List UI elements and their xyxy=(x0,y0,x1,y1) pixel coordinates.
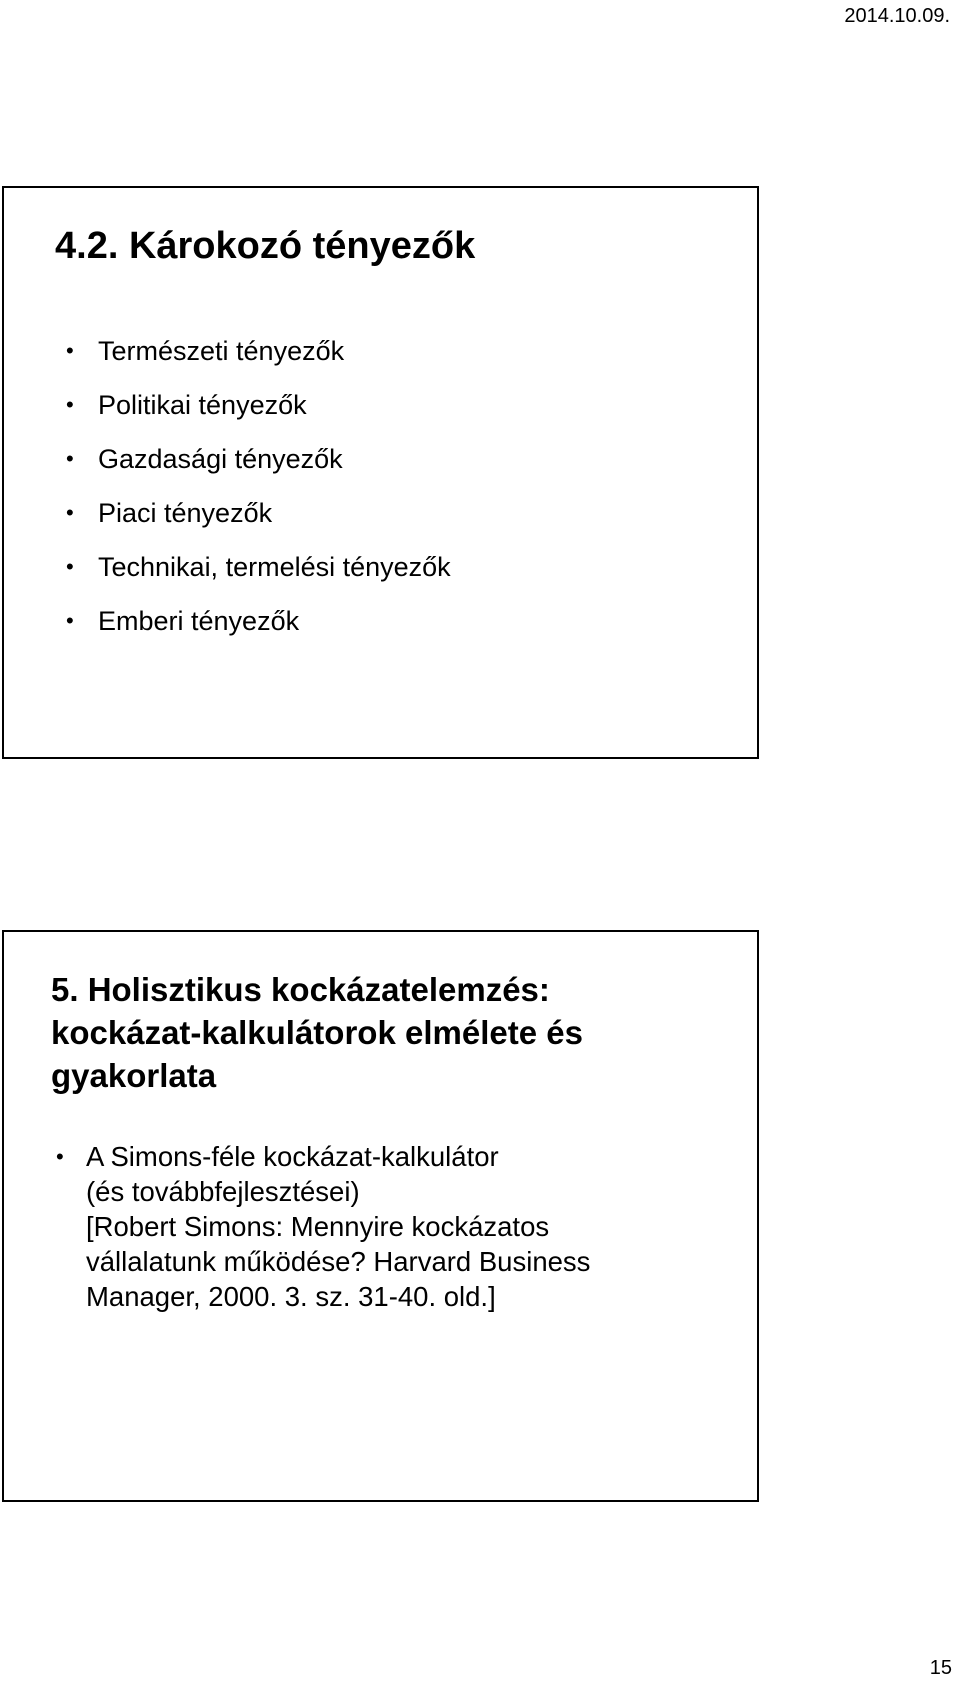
bullet-icon: • xyxy=(66,446,74,471)
bullet-icon: • xyxy=(66,554,74,579)
bullet-icon: • xyxy=(66,608,74,633)
bullet-icon: • xyxy=(66,338,74,363)
list-item xyxy=(54,1139,744,1314)
slide-title xyxy=(51,968,741,1097)
list-item xyxy=(60,324,451,378)
bullet-text: Gazdasági tényezők xyxy=(98,444,343,474)
bullet-text: Piaci tényezők xyxy=(98,498,273,528)
bullet-text: Technikai, termelési tényezők xyxy=(98,552,451,582)
bullet-text-line: Manager, 2000. 3. sz. 31-40. old.] xyxy=(86,1281,496,1312)
bullet-list xyxy=(54,1139,744,1314)
bullet-icon: • xyxy=(56,1144,64,1169)
bullet-icon: • xyxy=(66,392,74,417)
bullet-icon: • xyxy=(66,500,74,525)
bullet-text: Természeti tényezők xyxy=(98,336,345,366)
slide-title: 4.2. Károkozó tényezők xyxy=(55,225,476,267)
page-number: 15 xyxy=(929,1657,952,1679)
slide-holisztikus-kockazatelemzes xyxy=(2,930,759,1502)
title-line: gyakorlata xyxy=(51,1057,217,1094)
title-line: 5. Holisztikus kockázatelemzés: xyxy=(51,971,550,1008)
slide-karokozo-tenyezok xyxy=(2,186,759,759)
bullet-text-line: A Simons-féle kockázat-kalkulátor xyxy=(86,1141,499,1172)
list-item xyxy=(60,540,451,594)
bullet-text-line: [Robert Simons: Mennyire kockázatos xyxy=(86,1211,550,1242)
bullet-list xyxy=(60,324,451,648)
list-item xyxy=(60,486,451,540)
list-item xyxy=(60,378,451,432)
bullet-text: Politikai tényezők xyxy=(98,390,307,420)
list-item xyxy=(60,594,451,648)
header-date: 2014.10.09. xyxy=(844,5,950,27)
list-item xyxy=(60,432,451,486)
bullet-text-line: vállalatunk működése? Harvard Business xyxy=(86,1246,591,1277)
title-line: kockázat-kalkulátorok elmélete és xyxy=(51,1014,583,1051)
bullet-text: Emberi tényezők xyxy=(98,606,300,636)
bullet-text-line: (és továbbfejlesztései) xyxy=(86,1176,360,1207)
